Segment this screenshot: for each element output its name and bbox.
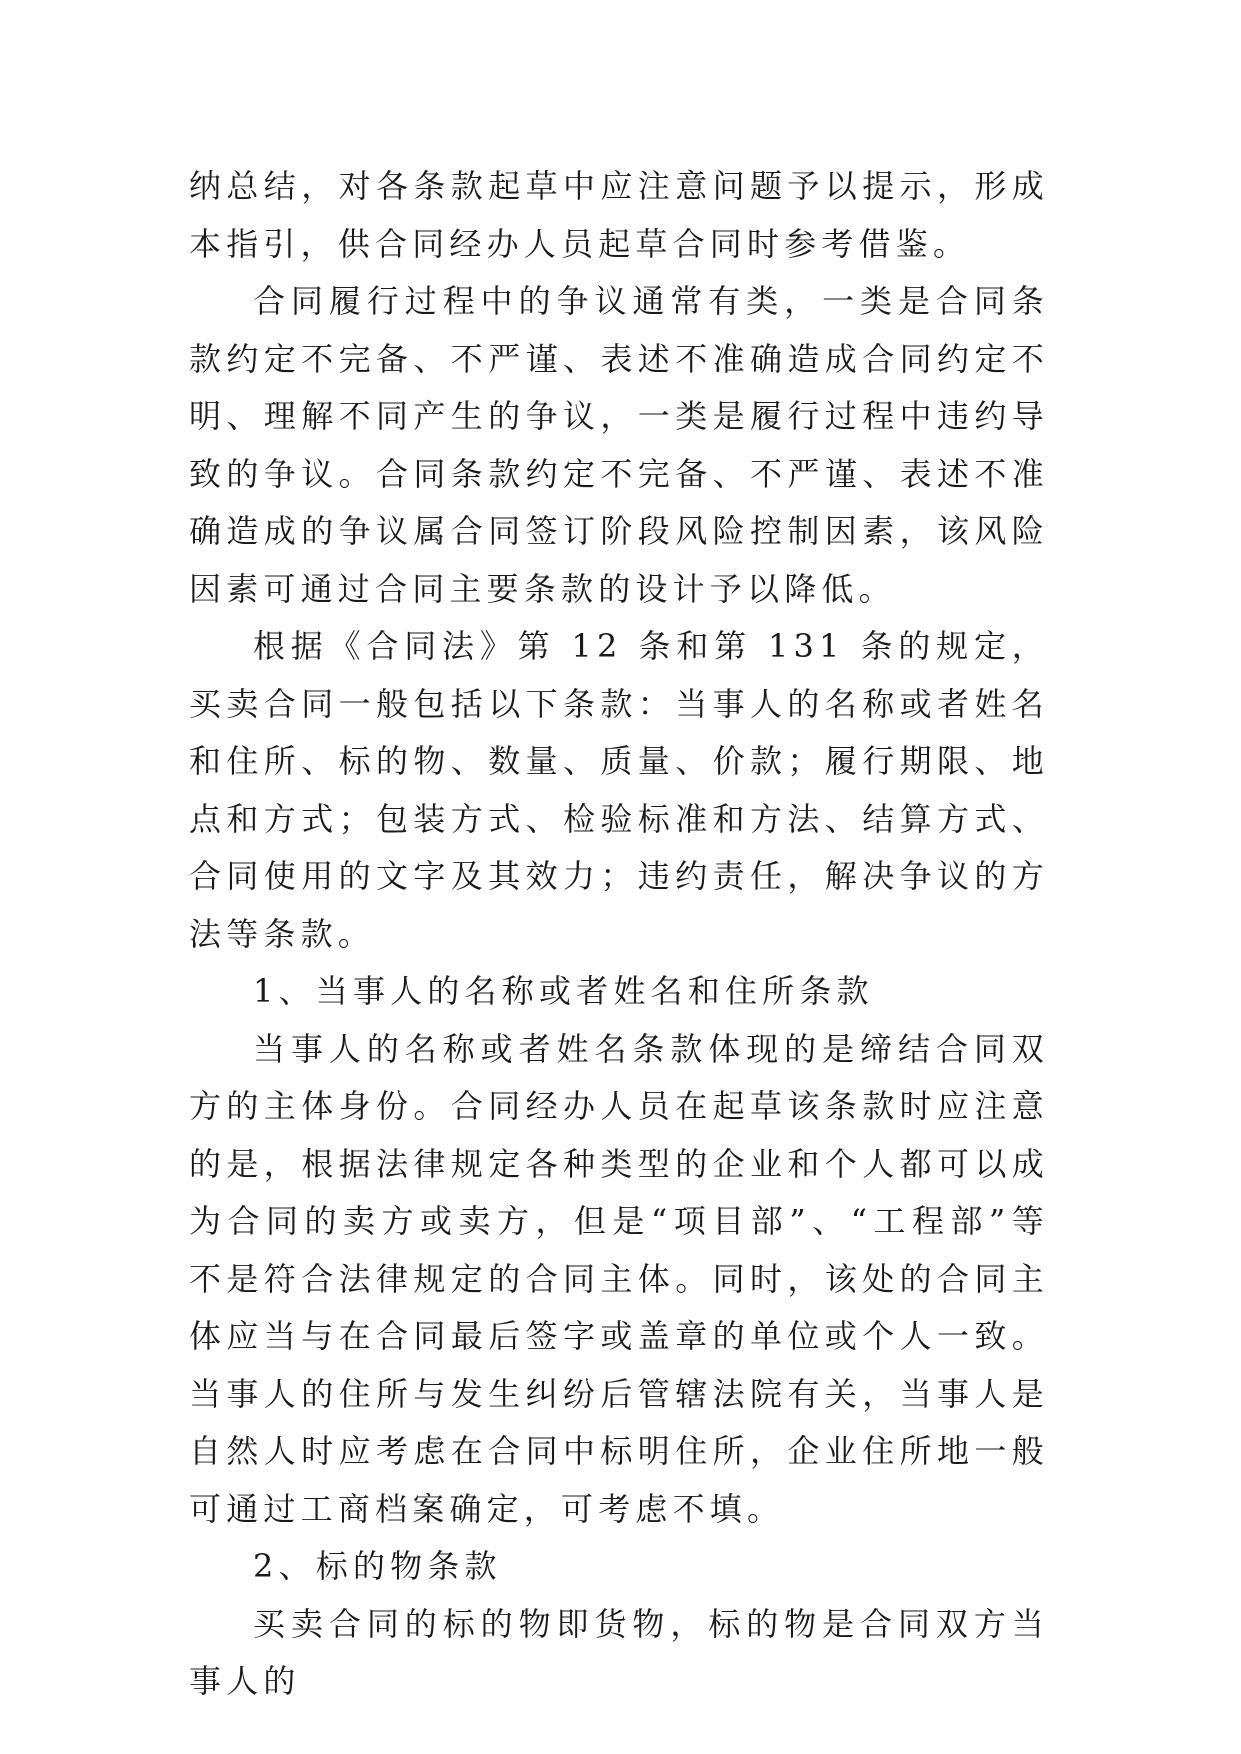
document-body (189, 158, 1049, 1711)
paragraph-continuation: 纳总结，对各条款起草中应注意问题予以提示，形成本指引，供合同经办人员起草合同时参考借鉴。 (189, 167, 1049, 263)
section-heading-parties: 1、当事人的名称或者姓名和住所条款 (253, 972, 874, 1010)
paragraph-parties-clause: 当事人的名称或者姓名条款体现的是缔结合同双方的主体身份。合同经办人员在起草该条款时应注意的是，根据法律规定各种类型的企业和个人都可以成为合同的卖方或卖方，但是“项目部”、“工程部”等不是符合法律规定的合同主体。同时，该处的合同主体应当与在合同最后签字或盖章的单位或个人一致。当事人的住所与发生纠纷后管辖法院有关，当事人是自然人时应考虑在合同中标明住所，企业住所地一般可通过工商档案确定，可考虑不填。 (189, 1029, 1049, 1528)
paragraph-dispute-types: 合同履行过程中的争议通常有类，一类是合同条款约定不完备、不严谨、表述不准确造成合同约定不明、理解不同产生的争议，一类是履行过程中违约导致的争议。合同条款约定不完备、不严谨、表述不准确造成的争议属合同签订阶段风险控制因素，该风险因素可通过合同主要条款的设计予以降低。 (189, 282, 1049, 608)
paragraph-contract-law-clauses: 根据《合同法》第 12 条和第 131 条的规定，买卖合同一般包括以下条款：当事人的名称或者姓名和住所、标的物、数量、质量、价款；履行期限、地点和方式；包装方式、检验标准和方法、结算方式、合同使用的文字及其效力；违约责任，解决争议的方法等条款。 (189, 627, 1049, 953)
section-heading-subject-matter: 2、标的物条款 (253, 1547, 502, 1585)
paragraph-subject-matter: 买卖合同的标的物即货物，标的物是合同双方当事人的 (189, 1604, 1049, 1700)
